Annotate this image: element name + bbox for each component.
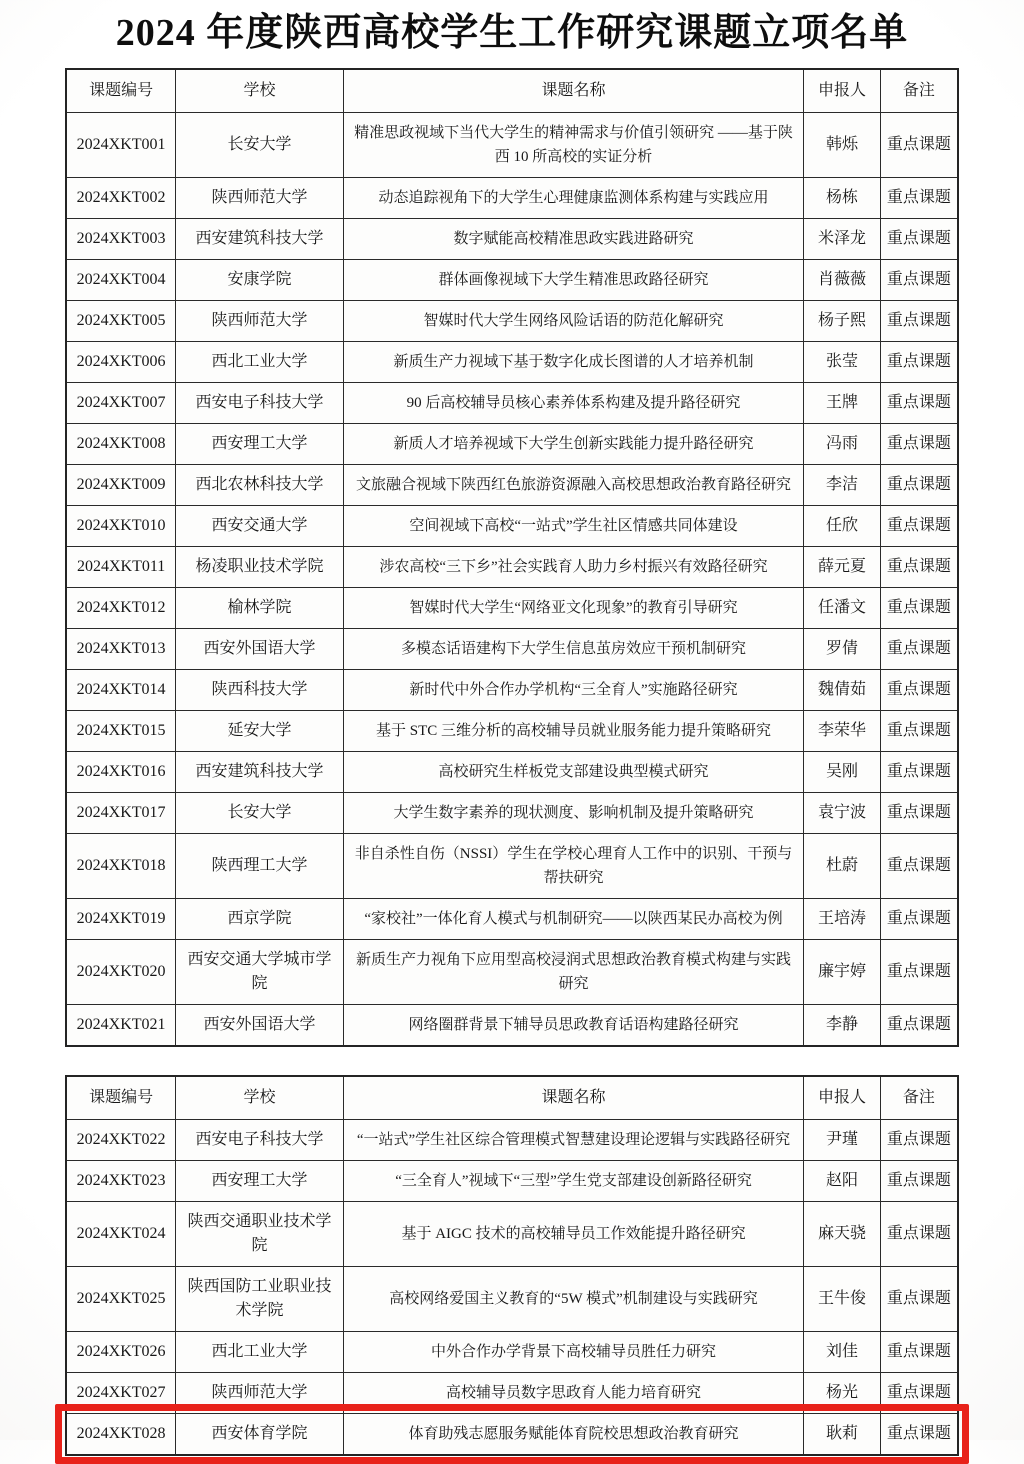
cell-project-title: 网络圈群背景下辅导员思政教育话语构建路径研究 [343, 1005, 803, 1047]
header-row [66, 1076, 958, 1120]
table-row [66, 793, 958, 834]
cell-project-id: 2024XKT027 [66, 1373, 176, 1414]
cell-applicant: 杨子熙 [804, 301, 881, 342]
table-row [66, 301, 958, 342]
cell-school: 西北工业大学 [176, 342, 344, 383]
cell-school: 西安交通大学 [176, 506, 344, 547]
cell-project-title: “一站式”学生社区综合管理模式智慧建设理论逻辑与实践路径研究 [343, 1120, 803, 1161]
cell-applicant: 任潘文 [804, 588, 881, 629]
cell-project-title: 中外合作办学背景下高校辅导员胜任力研究 [343, 1332, 803, 1373]
cell-school: 西安理工大学 [176, 424, 344, 465]
cell-school: 西安外国语大学 [176, 1005, 344, 1047]
table-row [66, 1373, 958, 1414]
cell-project-title: 基于 AIGC 技术的高校辅导员工作效能提升路径研究 [343, 1202, 803, 1267]
cell-school: 西京学院 [176, 899, 344, 940]
cell-school: 西安电子科技大学 [176, 383, 344, 424]
cell-project-id: 2024XKT002 [66, 178, 176, 219]
cell-applicant: 李洁 [804, 465, 881, 506]
table-row [66, 113, 958, 178]
table-row [66, 834, 958, 899]
document-title: 2024 年度陕西高校学生工作研究课题立项名单 [115, 12, 909, 54]
cell-project-id: 2024XKT017 [66, 793, 176, 834]
cell-project-title: 群体画像视域下大学生精准思政路径研究 [343, 260, 803, 301]
cell-school: 陕西师范大学 [176, 301, 344, 342]
cell-project-title: 新质生产力视域下基于数字化成长图谱的人才培养机制 [343, 342, 803, 383]
cell-applicant: 杨栋 [804, 178, 881, 219]
cell-remark: 重点课题 [880, 113, 958, 178]
highlight-wrap [65, 1075, 959, 1456]
cell-remark: 重点课题 [880, 899, 958, 940]
cell-remark: 重点课题 [880, 465, 958, 506]
cell-project-id: 2024XKT008 [66, 424, 176, 465]
cell-project-id: 2024XKT016 [66, 752, 176, 793]
cell-remark: 重点课题 [880, 260, 958, 301]
column-header-project-title: 课题名称 [343, 69, 803, 113]
cell-project-id: 2024XKT028 [66, 1414, 176, 1456]
table-1-header [66, 69, 958, 113]
cell-project-id: 2024XKT021 [66, 1005, 176, 1047]
cell-school: 陕西理工大学 [176, 834, 344, 899]
table-row [66, 178, 958, 219]
cell-project-title: 文旅融合视域下陕西红色旅游资源融入高校思想政治教育路径研究 [343, 465, 803, 506]
cell-project-id: 2024XKT023 [66, 1161, 176, 1202]
cell-project-title: 精准思政视域下当代大学生的精神需求与价值引领研究 ——基于陕西 10 所高校的实证分析 [343, 113, 803, 178]
cell-remark: 重点课题 [880, 793, 958, 834]
table-row [66, 506, 958, 547]
cell-project-title: 大学生数字素养的现状测度、影响机制及提升策略研究 [343, 793, 803, 834]
table-row [66, 670, 958, 711]
cell-remark: 重点课题 [880, 547, 958, 588]
cell-project-title: 新时代中外合作办学机构“三全育人”实施路径研究 [343, 670, 803, 711]
cell-project-id: 2024XKT001 [66, 113, 176, 178]
cell-project-id: 2024XKT007 [66, 383, 176, 424]
cell-remark: 重点课题 [880, 588, 958, 629]
cell-remark: 重点课题 [880, 1005, 958, 1047]
cell-school: 西安电子科技大学 [176, 1120, 344, 1161]
cell-remark: 重点课题 [880, 1332, 958, 1373]
cell-project-title: “家校社”一体化育人模式与机制研究——以陕西某民办高校为例 [343, 899, 803, 940]
cell-remark: 重点课题 [880, 1161, 958, 1202]
cell-remark: 重点课题 [880, 301, 958, 342]
column-header-applicant: 申报人 [804, 69, 881, 113]
cell-applicant: 吴刚 [804, 752, 881, 793]
cell-applicant: 张莹 [804, 342, 881, 383]
cell-applicant: 廉宇婷 [804, 940, 881, 1005]
header-row [66, 69, 958, 113]
cell-project-title: 体育助残志愿服务赋能体育院校思想政治教育研究 [343, 1414, 803, 1456]
cell-project-title: 高校研究生样板党支部建设典型模式研究 [343, 752, 803, 793]
cell-school: 西安建筑科技大学 [176, 752, 344, 793]
cell-project-title: 高校网络爱国主义教育的“5W 模式”机制建设与实践研究 [343, 1267, 803, 1332]
cell-school: 西北工业大学 [176, 1332, 344, 1373]
cell-school: 长安大学 [176, 113, 344, 178]
cell-project-id: 2024XKT026 [66, 1332, 176, 1373]
cell-remark: 重点课题 [880, 1202, 958, 1267]
cell-remark: 重点课题 [880, 219, 958, 260]
table-row [66, 711, 958, 752]
table-row [66, 547, 958, 588]
column-header-project-id: 课题编号 [66, 69, 176, 113]
cell-remark: 重点课题 [880, 1267, 958, 1332]
cell-applicant: 耿莉 [804, 1414, 881, 1456]
tables-gap [0, 1047, 1024, 1075]
cell-remark: 重点课题 [880, 1120, 958, 1161]
cell-school: 陕西师范大学 [176, 1373, 344, 1414]
table-row [66, 899, 958, 940]
cell-school: 安康学院 [176, 260, 344, 301]
projects-table-2 [65, 1075, 959, 1456]
cell-project-title: 基于 STC 三维分析的高校辅导员就业服务能力提升策略研究 [343, 711, 803, 752]
column-header-applicant: 申报人 [804, 1076, 881, 1120]
cell-project-id: 2024XKT003 [66, 219, 176, 260]
cell-applicant: 肖薇薇 [804, 260, 881, 301]
cell-project-id: 2024XKT006 [66, 342, 176, 383]
cell-project-id: 2024XKT011 [66, 547, 176, 588]
cell-remark: 重点课题 [880, 711, 958, 752]
table-row [66, 383, 958, 424]
cell-applicant: 王牌 [804, 383, 881, 424]
table-row [66, 629, 958, 670]
table-row [66, 752, 958, 793]
table-row [66, 1202, 958, 1267]
table-row [66, 588, 958, 629]
column-header-remark: 备注 [880, 69, 958, 113]
cell-project-title: 新质人才培养视域下大学生创新实践能力提升路径研究 [343, 424, 803, 465]
cell-applicant: 杨光 [804, 1373, 881, 1414]
cell-remark: 重点课题 [880, 342, 958, 383]
cell-project-id: 2024XKT013 [66, 629, 176, 670]
cell-project-id: 2024XKT005 [66, 301, 176, 342]
column-header-project-title: 课题名称 [343, 1076, 803, 1120]
cell-school: 延安大学 [176, 711, 344, 752]
table-row [66, 1005, 958, 1047]
cell-school: 杨凌职业技术学院 [176, 547, 344, 588]
table-row [66, 219, 958, 260]
cell-applicant: 任欣 [804, 506, 881, 547]
table-row [66, 424, 958, 465]
cell-project-id: 2024XKT014 [66, 670, 176, 711]
table-2-header [66, 1076, 958, 1120]
cell-applicant: 尹瑾 [804, 1120, 881, 1161]
cell-remark: 重点课题 [880, 506, 958, 547]
cell-remark: 重点课题 [880, 1373, 958, 1414]
cell-project-id: 2024XKT018 [66, 834, 176, 899]
cell-project-title: 涉农高校“三下乡”社会实践育人助力乡村振兴有效路径研究 [343, 547, 803, 588]
cell-school: 西安理工大学 [176, 1161, 344, 1202]
cell-project-id: 2024XKT024 [66, 1202, 176, 1267]
cell-project-title: 空间视域下高校“一站式”学生社区情感共同体建设 [343, 506, 803, 547]
cell-applicant: 王培涛 [804, 899, 881, 940]
cell-school: 西安外国语大学 [176, 629, 344, 670]
cell-project-id: 2024XKT004 [66, 260, 176, 301]
cell-applicant: 米泽龙 [804, 219, 881, 260]
cell-applicant: 刘佳 [804, 1332, 881, 1373]
cell-applicant: 王牛俊 [804, 1267, 881, 1332]
cell-applicant: 韩烁 [804, 113, 881, 178]
cell-applicant: 李荣华 [804, 711, 881, 752]
cell-school: 榆林学院 [176, 588, 344, 629]
cell-school: 西安交通大学城市学院 [176, 940, 344, 1005]
cell-applicant: 袁宁波 [804, 793, 881, 834]
cell-applicant: 赵阳 [804, 1161, 881, 1202]
cell-project-title: 智媒时代大学生“网络亚文化现象”的教育引导研究 [343, 588, 803, 629]
cell-project-title: 多模态话语建构下大学生信息茧房效应干预机制研究 [343, 629, 803, 670]
cell-applicant: 魏倩茹 [804, 670, 881, 711]
cell-project-id: 2024XKT022 [66, 1120, 176, 1161]
table-row [66, 1332, 958, 1373]
table-row [66, 1120, 958, 1161]
cell-project-id: 2024XKT012 [66, 588, 176, 629]
cell-project-title: “三全育人”视域下“三型”学生党支部建设创新路径研究 [343, 1161, 803, 1202]
cell-project-title: 90 后高校辅导员核心素养体系构建及提升路径研究 [343, 383, 803, 424]
table-row [66, 1161, 958, 1202]
cell-project-id: 2024XKT015 [66, 711, 176, 752]
cell-remark: 重点课题 [880, 752, 958, 793]
cell-applicant: 李静 [804, 1005, 881, 1047]
table-1-body [66, 113, 958, 1047]
cell-school: 西北农林科技大学 [176, 465, 344, 506]
column-header-project-id: 课题编号 [66, 1076, 176, 1120]
table-row [66, 465, 958, 506]
cell-applicant: 罗倩 [804, 629, 881, 670]
cell-project-id: 2024XKT025 [66, 1267, 176, 1332]
table-row [66, 1414, 958, 1456]
cell-remark: 重点课题 [880, 424, 958, 465]
cell-school: 陕西交通职业技术学院 [176, 1202, 344, 1267]
column-header-school: 学校 [176, 69, 344, 113]
table-row [66, 260, 958, 301]
cell-applicant: 杜蔚 [804, 834, 881, 899]
cell-remark: 重点课题 [880, 383, 958, 424]
cell-applicant: 薛元夏 [804, 547, 881, 588]
cell-remark: 重点课题 [880, 629, 958, 670]
cell-project-title: 动态追踪视角下的大学生心理健康监测体系构建与实践应用 [343, 178, 803, 219]
cell-project-id: 2024XKT019 [66, 899, 176, 940]
cell-project-title: 智媒时代大学生网络风险话语的防范化解研究 [343, 301, 803, 342]
table-row [66, 940, 958, 1005]
cell-project-id: 2024XKT020 [66, 940, 176, 1005]
cell-applicant: 麻天骁 [804, 1202, 881, 1267]
cell-applicant: 冯雨 [804, 424, 881, 465]
cell-remark: 重点课题 [880, 1414, 958, 1456]
column-header-remark: 备注 [880, 1076, 958, 1120]
table-2-body [66, 1120, 958, 1456]
cell-project-id: 2024XKT010 [66, 506, 176, 547]
cell-project-title: 新质生产力视角下应用型高校浸润式思想政治教育模式构建与实践研究 [343, 940, 803, 1005]
cell-school: 陕西师范大学 [176, 178, 344, 219]
cell-school: 陕西国防工业职业技术学院 [176, 1267, 344, 1332]
cell-remark: 重点课题 [880, 940, 958, 1005]
cell-project-title: 高校辅导员数字思政育人能力培育研究 [343, 1373, 803, 1414]
cell-school: 长安大学 [176, 793, 344, 834]
projects-table-1 [65, 68, 959, 1047]
cell-project-id: 2024XKT009 [66, 465, 176, 506]
cell-school: 西安体育学院 [176, 1414, 344, 1456]
cell-remark: 重点课题 [880, 178, 958, 219]
table-row [66, 1267, 958, 1332]
cell-project-title: 数字赋能高校精准思政实践进路研究 [343, 219, 803, 260]
column-header-school: 学校 [176, 1076, 344, 1120]
cell-remark: 重点课题 [880, 834, 958, 899]
cell-remark: 重点课题 [880, 670, 958, 711]
table-row [66, 342, 958, 383]
cell-school: 陕西科技大学 [176, 670, 344, 711]
cell-project-title: 非自杀性自伤（NSSI）学生在学校心理育人工作中的识别、干预与帮扶研究 [343, 834, 803, 899]
cell-school: 西安建筑科技大学 [176, 219, 344, 260]
